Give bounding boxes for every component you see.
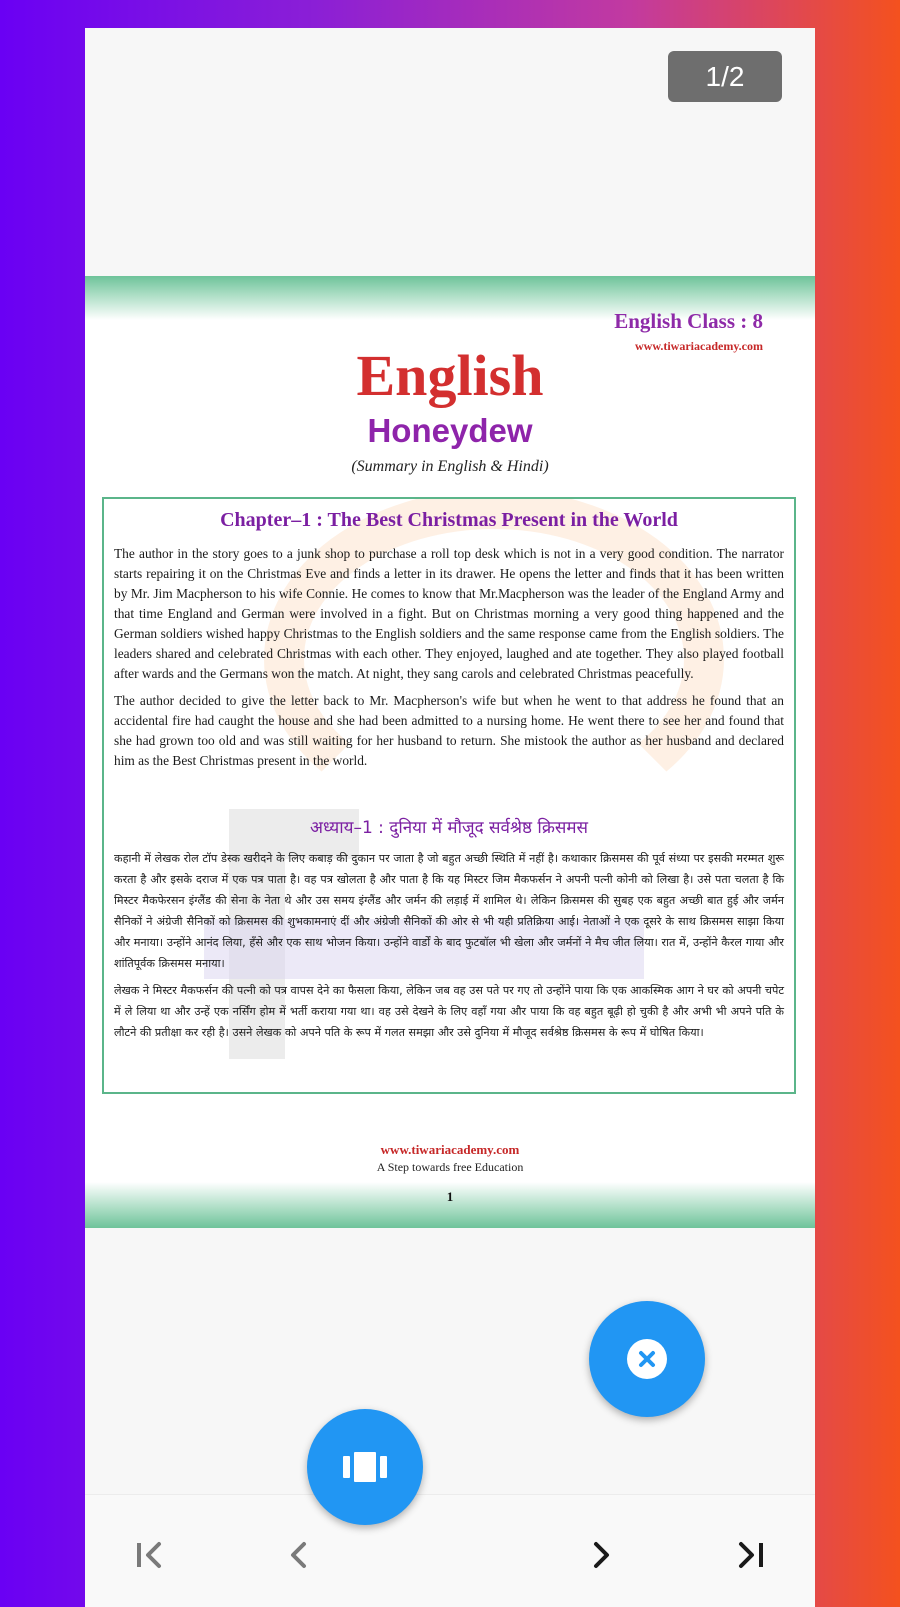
- view-mode-button[interactable]: [307, 1409, 423, 1525]
- english-summary-paragraph: The author in the story goes to a junk shop to purchase a roll top desk which is not in a very good condition. The narrator starts repairing it on the Christmas Eve and finds a letter in its drawer. He opens the letter and finds that it has been written by Mr. Jim Macpherson to his wife Connie. He comes to know that Mr.Macpherson was the leader of the England Army and that time England and German were involved in a fight. But on Christmas morning a very good thing happened and the German soldiers wished happy Christmas to the English soldiers and the same response came from the English soldiers. The leaders shared and celebrated Christmas with each other. They enjoyed, laughed and ate together. They also played football after wards and the Germans won the match. At night, they sang carols and celebrated Christmas peacefully.: [114, 546, 784, 681]
- first-page-button[interactable]: [121, 1525, 181, 1585]
- english-summary-paragraph: The author decided to give the letter back to Mr. Macpherson's wife but when he went to that address he found that an accidental fire had caught the house and she had been admitted to a nursing home. He went there to see her and found that she had grown too old and was still waiting for her husband to return. She mistook the author as her husband and declared him as the Best Christmas present in the world.: [114, 693, 784, 768]
- navigation-bar: [85, 1494, 815, 1607]
- document-title: English: [356, 343, 544, 408]
- page-number: 1: [446, 1189, 454, 1204]
- chapter-title: Chapter–1 : The Best Christmas Present in the World: [220, 509, 678, 531]
- page-counter: 1/2: [668, 51, 782, 102]
- document-subtitle: (Summary in English & Hindi): [351, 458, 549, 475]
- first-page-icon: [134, 1540, 168, 1570]
- view-carousel-icon: [343, 1450, 387, 1484]
- close-button[interactable]: [589, 1301, 705, 1417]
- hindi-chapter-title: अध्याय–1 : दुनिया में मौजूद सर्वश्रेष्ठ क्रिसमस: [309, 818, 589, 838]
- summary-box: [102, 497, 796, 1094]
- last-page-icon: [732, 1540, 766, 1570]
- close-icon: [627, 1339, 667, 1379]
- hindi-summary-paragraph: कहानी में लेखक रोल टॉप डेस्क खरीदने के लिए कबाड़ की दुकान पर जाता है जो बहुत अच्छी स्थिति में नहीं है। कथाकार क्रिसमस की पूर्व संध्या पर इसकी मरम्मत शुरू करता है और इसके दराज में एक पत्र पाता है। वह पत्र खोलता है और पाता है कि यह मिस्टर जिम मैकफर्सन ने अपनी पत्नी कोनी को लिखा है। उसे पता चलता है कि मिस्टर मैकफेरसन इंग्लैंड की सेना के नेता थे और उस समय इंग्लैंड और जर्मन की लड़ाई में शामिल थे। लेकिन क्रिसमस की सुबह एक बहुत अच्छी बात हुई और जर्मन सैनिकों ने अंग्रेजी सैनिकों को क्रिसमस की शुभकामनाएं दीं और अंग्रेजी सैनिकों की ओर से भी यही प्रतिक्रिया आई। नेताओं ने एक दूसरे के साथ क्रिसमस साझा किया और मनाया। उन्होंने आनंद लिया, हँसे और एक साथ भोजन किया। उन्होंने वार्डों के बाद फुटबॉल भी खेला और जर्मनों ने मैच जीत लिया। रात में, उन्होंने कैरल गाया और शांतिपूर्वक क्रिसमस मनाया।: [114, 852, 784, 970]
- previous-page-button[interactable]: [270, 1525, 330, 1585]
- class-title: English Class : 8: [614, 309, 763, 333]
- footer-tagline: A Step towards free Education: [376, 1160, 524, 1174]
- book-title: Honeydew: [367, 412, 533, 449]
- next-page-icon: [585, 1540, 615, 1570]
- next-page-button[interactable]: [570, 1525, 630, 1585]
- pdf-viewer: [85, 28, 815, 1607]
- previous-page-icon: [285, 1540, 315, 1570]
- hindi-summary-paragraph: लेखक ने मिस्टर मैकफर्सन की पत्नी को पत्र वापस देने का फैसला किया, लेकिन जब वह उस पते पर गए तो उन्होंने पाया कि एक आकस्मिक आग ने घर को अपनी चपेट में ले लिया था और उन्हें एक नर्सिंग होम में भर्ती कराया गया था। वह उसे देखने के लिए वहाँ गया और पाया कि वह बहुत बूढ़ी हो चुकी है और अभी भी अपने पति के लौटने की प्रतीक्षा कर रही है। उसने लेखक को अपने पति के रूप में गलत समझा और उसे दुनिया में मौजूद सर्वश्रेष्ठ क्रिसमस के रूप में घोषित किया।: [114, 984, 784, 1039]
- last-page-button[interactable]: [719, 1525, 779, 1585]
- footer-url: www.tiwariacademy.com: [380, 1142, 520, 1157]
- header-url: www.tiwariacademy.com: [635, 339, 763, 353]
- document-page: [85, 276, 815, 1228]
